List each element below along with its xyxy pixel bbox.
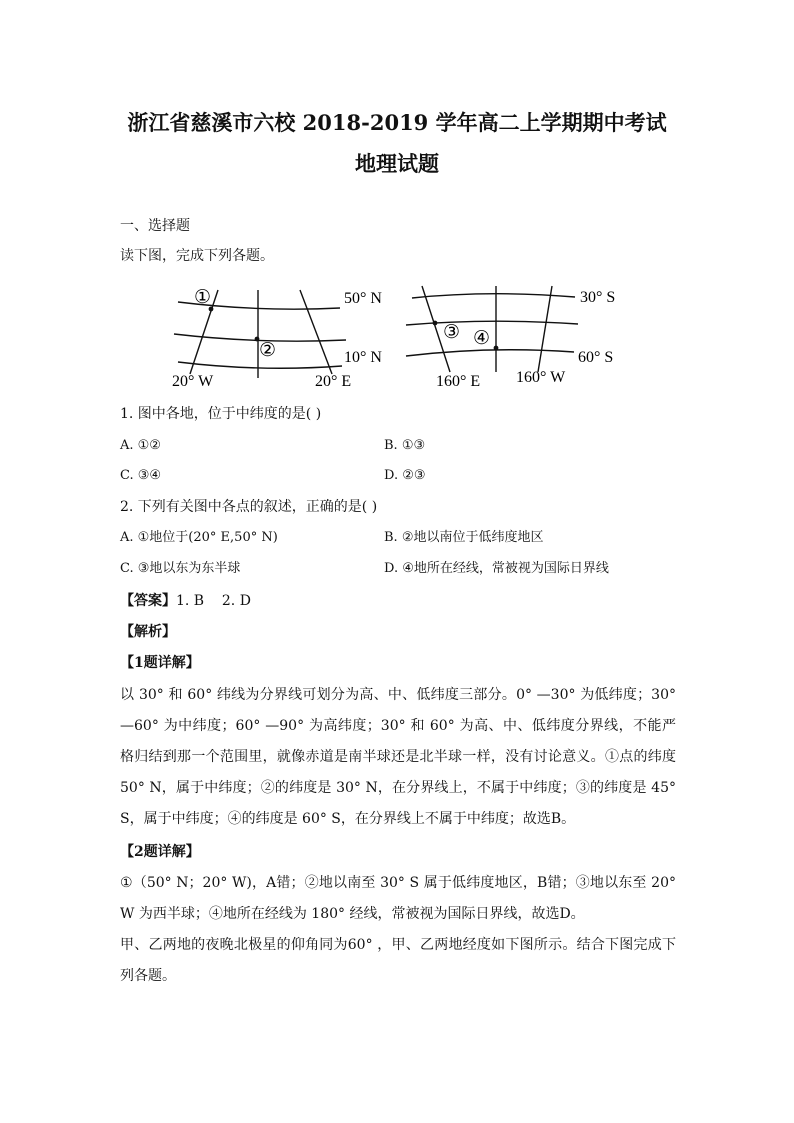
point-3-label: ③ [443,322,461,343]
right-lat-middle [406,321,578,325]
next-question-intro: 甲、乙两地的夜晚北极星的仰角同为60° ，甲、乙两地经度如下图所示。结合下图完成下列各题。 [120,937,676,984]
left-lat-bottom-label: 10° N [344,349,382,366]
right-lon-right [538,286,552,372]
point-1-label: ① [194,287,212,308]
question-2-option-b: B. ②地以南位于低纬度地区 [384,530,544,545]
question-2-option-a: A. ①地位于(20° E,50° N) [120,530,278,545]
left-lat-top-label: 50° N [344,290,382,307]
section-heading: 一、选择题 [120,218,190,234]
left-lon-right-label: 20° E [315,373,352,390]
right-lat-bottom-label: 60° S [578,349,614,366]
question-2-stem: 2. 下列有关图中各点的叙述，正确的是( ) [120,499,378,515]
detail-2-text: ①（50° N；20° W)，A错；②地以南至 30° S 属于低纬度地区，B错；③地以东至 20° W 为西半球；④地所在经线为 180° 经线，常被视为国际日界线，故选D。 [120,875,676,922]
question-1-option-c: C. ③④ [120,468,162,483]
answer-line [120,591,251,611]
right-lat-bottom [406,350,574,356]
right-lon-left-label: 160° E [436,373,481,390]
answer-text: 1. B 2. D [176,593,251,609]
right-lat-top-label: 30° S [580,289,616,306]
instruction-text: 读下图，完成下列各题。 [120,248,274,264]
left-lon-right [300,290,332,374]
question-2-option-d: D. ④地所在经线，常被视为国际日界线 [384,561,609,576]
detail-2-label: 【2题详解】 [120,844,200,860]
detail-1-text: 以 30° 和 60° 纬线为分界线可划分为高、中、低纬度三部分。0° —30° 为低纬度；30° —60° 为中纬度；60° —90° 为高纬度；30° 和 60° 为高、中、低纬度分界线，不能严格归结到那一个范围里，就像赤道是南半球还是北半球一样，没有讨论意义。①点的纬度 50° N，属于中纬度；②的纬度是 30° N，在分界线上，不属于中纬度；③的纬度是 45° S，属于中纬度；④的纬度是 60° S，在分界线上不属于中纬度；故选B。 [120,687,676,827]
detail-1-label: 【1题详解】 [120,655,200,671]
analysis-label: 【解析】 [120,624,176,640]
right-grid [406,286,578,372]
latitude-longitude-figure [160,280,640,390]
point-2-label: ② [259,340,277,361]
answer-label: 【答案】 [120,593,176,609]
point-4-dot [494,346,499,351]
question-1-option-a: A. ①② [120,438,161,453]
page-subtitle: 地理试题 [355,151,439,176]
right-lon-right-label: 160° W [516,369,566,386]
left-lat-bottom [178,362,342,368]
question-2-option-c: C. ③地以东为东半球 [120,561,241,576]
point-3-dot [433,321,438,326]
question-1-option-b: B. ①③ [384,438,426,453]
question-1-option-d: D. ②③ [384,468,426,483]
question-1-stem: 1. 图中各地，位于中纬度的是( ) [120,406,322,422]
point-4-label: ④ [473,328,491,349]
page-title: 浙江省慈溪市六校 2018-2019 学年高二上学期期中考试 [127,110,667,135]
left-lon-left-label: 20° W [172,373,214,390]
